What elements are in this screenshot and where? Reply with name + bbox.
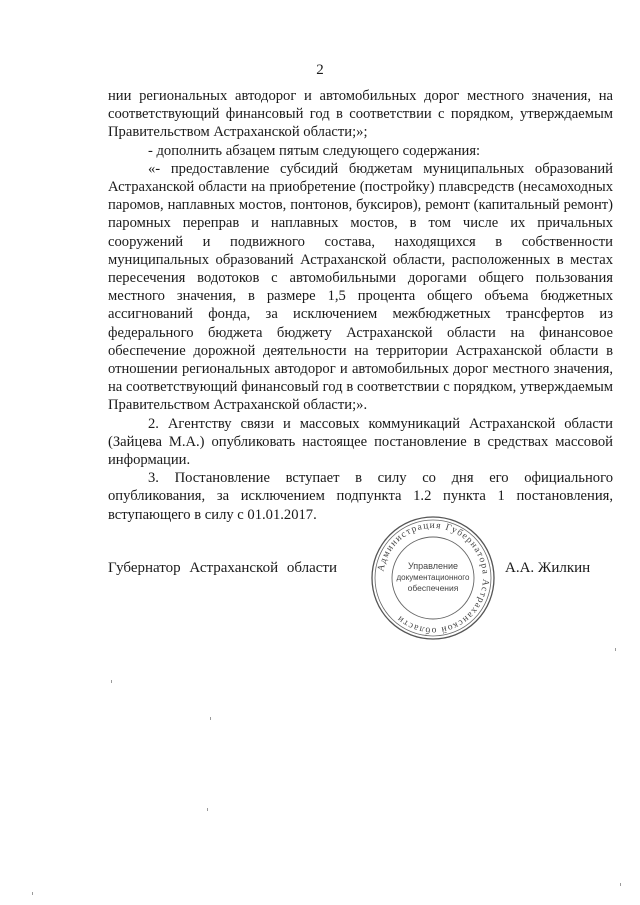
scan-speck	[210, 717, 211, 720]
stamp-inner-line: обеспечения	[407, 583, 459, 593]
scan-speck	[111, 680, 112, 683]
paragraph: нии региональных автодорог и автомобильных дорог местного значения, на соответствующий финансовый год в соответствии с порядком, утверждаемым Правительством Астраханской области;»;	[108, 88, 613, 141]
stamp-ring-text: Администрация Губернатора Астраханской области	[376, 520, 491, 636]
paragraph: - дополнить абзацем пятым следующего содержания:	[148, 142, 481, 159]
scan-speck	[620, 883, 621, 886]
paragraph: 2. Агентству связи и массовых коммуникаций Астраханской области (Зайцева М.А.) опубликовать настоящее постановление в средствах массовой информации.	[108, 415, 613, 469]
page-number: 2	[316, 62, 324, 78]
scan-speck	[615, 648, 616, 651]
scan-speck	[32, 892, 33, 895]
document-body	[108, 87, 613, 524]
paragraph: «- предоставление субсидий бюджетам муниципальных образований Астраханской области на приобретение (постройку) плавсредств (несамоходных паромов, наплавных мостов, понтонов, буксиров), ремонт (капитальный ремонт) паромных переправ и наплавных мостов, в том числе их причальных сооружений и подвижного состава, находящихся в собственности муниципальных образований Астраханской области, расположенных в местах пересечения водотоков с автомобильными дорогами общего пользования местного значения, в размере 1,5 процента общего объема бюджетных ассигнований фонда, за исключением межбюджетных трансфертов из федерального бюджета бюджету Астраханской области на финансовое обеспечение дорожной деятельности на территории Астраханской области в отношении региональных автодорог и автомобильных дорог местного значения, на соответствующий финансовый год в соответствии с порядком, утверждаемым Правительством Астраханской области;».	[108, 160, 613, 414]
paragraph: 3. Постановление вступает в силу со дня его официального опубликования, за исключением подпункта 1.2 пункта 1 постановления, вступающего в силу с 01.01.2017.	[108, 470, 613, 523]
stamp-inner-line: Управление	[407, 561, 459, 571]
signatory-name: А.А. Жилкин	[505, 560, 591, 576]
official-stamp	[368, 513, 498, 643]
scan-speck	[207, 808, 208, 811]
signatory-position: Губернатор Астраханской области	[108, 560, 338, 576]
stamp-inner-line: документационного	[396, 573, 470, 582]
